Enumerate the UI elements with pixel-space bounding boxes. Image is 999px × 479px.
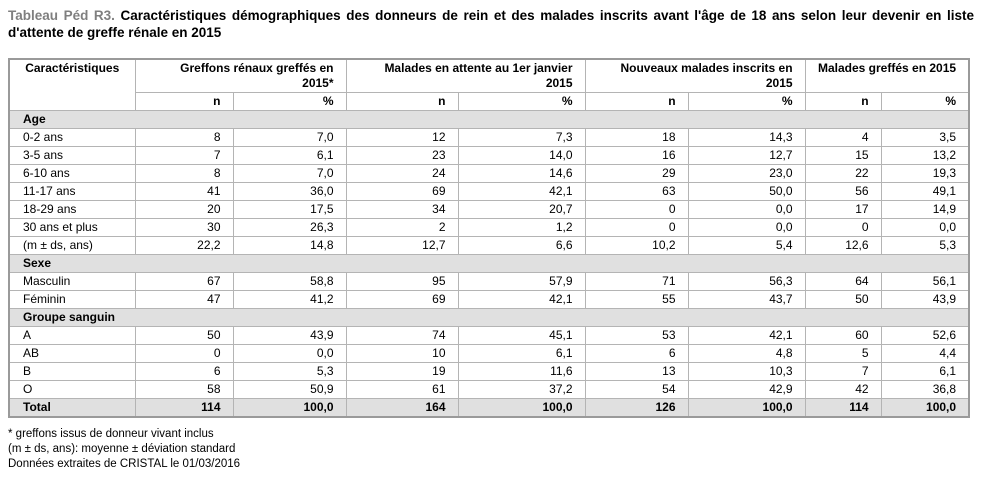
value-cell: 56 [805,183,881,201]
value-cell: 10,3 [688,363,805,381]
value-cell: 74 [346,327,458,345]
value-cell: 10,2 [585,237,688,255]
value-cell: 13,2 [881,147,969,165]
row-label: B [9,363,135,381]
value-cell: 5,4 [688,237,805,255]
value-cell: 4,8 [688,345,805,363]
section-title: Age [9,111,969,129]
table-title-text: Caractéristiques démographiques des donneurs de rein et des malades inscrits avant l'âge de 18 ans selon leur devenir en liste d'attente de greffe rénale en 2015 [8,8,974,40]
value-cell: 5 [805,345,881,363]
value-cell: 53 [585,327,688,345]
value-cell: 58,8 [233,273,346,291]
value-cell: 15 [805,147,881,165]
total-value-cell: 100,0 [458,399,585,418]
value-cell: 42,9 [688,381,805,399]
value-cell: 7 [135,147,233,165]
value-cell: 6,1 [458,345,585,363]
subheader-n: n [585,93,688,111]
value-cell: 29 [585,165,688,183]
value-cell: 14,9 [881,201,969,219]
row-label: AB [9,345,135,363]
value-cell: 2 [346,219,458,237]
value-cell: 14,6 [458,165,585,183]
value-cell: 34 [346,201,458,219]
table-row [9,381,969,399]
value-cell: 20,7 [458,201,585,219]
column-group-attente-1er-janvier: Malades en attente au 1er janvier 2015 [346,59,585,93]
value-cell: 8 [135,129,233,147]
row-label: 3-5 ans [9,147,135,165]
value-cell: 17 [805,201,881,219]
table-row [9,201,969,219]
row-label: 11-17 ans [9,183,135,201]
value-cell: 0 [135,345,233,363]
table-row [9,327,969,345]
value-cell: 54 [585,381,688,399]
total-value-cell: 114 [135,399,233,418]
section-title: Sexe [9,255,969,273]
value-cell: 6 [135,363,233,381]
value-cell: 42,1 [688,327,805,345]
value-cell: 7,0 [233,129,346,147]
value-cell: 56,3 [688,273,805,291]
table-row [9,345,969,363]
value-cell: 55 [585,291,688,309]
value-cell: 45,1 [458,327,585,345]
value-cell: 69 [346,291,458,309]
row-label: A [9,327,135,345]
value-cell: 36,8 [881,381,969,399]
value-cell: 58 [135,381,233,399]
value-cell: 12,7 [346,237,458,255]
value-cell: 52,6 [881,327,969,345]
value-cell: 50,9 [233,381,346,399]
value-cell: 37,2 [458,381,585,399]
subheader-n: n [135,93,233,111]
value-cell: 7,0 [233,165,346,183]
value-cell: 56,1 [881,273,969,291]
value-cell: 0,0 [688,201,805,219]
value-cell: 23,0 [688,165,805,183]
row-label: O [9,381,135,399]
value-cell: 12,7 [688,147,805,165]
value-cell: 12,6 [805,237,881,255]
table-row [9,363,969,381]
demographics-table [8,58,970,418]
row-label: 0-2 ans [9,129,135,147]
subheader-pct: % [458,93,585,111]
value-cell: 36,0 [233,183,346,201]
value-cell: 20 [135,201,233,219]
total-value-cell: 126 [585,399,688,418]
value-cell: 5,3 [881,237,969,255]
value-cell: 23 [346,147,458,165]
value-cell: 6,6 [458,237,585,255]
table-row [9,165,969,183]
value-cell: 50 [805,291,881,309]
value-cell: 69 [346,183,458,201]
value-cell: 50 [135,327,233,345]
value-cell: 4 [805,129,881,147]
table-row [9,129,969,147]
section-header-row [9,111,969,129]
subheader-row [9,93,969,111]
subheader-n: n [805,93,881,111]
subheader-pct: % [881,93,969,111]
table-row [9,291,969,309]
value-cell: 61 [346,381,458,399]
value-cell: 14,0 [458,147,585,165]
total-row [9,399,969,418]
value-cell: 42 [805,381,881,399]
subheader-pct: % [688,93,805,111]
footnotes [8,427,999,472]
total-value-cell: 114 [805,399,881,418]
total-value-cell: 100,0 [881,399,969,418]
value-cell: 22,2 [135,237,233,255]
group-header-row [9,59,969,93]
value-cell: 10 [346,345,458,363]
table-row [9,147,969,165]
row-label: (m ± ds, ans) [9,237,135,255]
value-cell: 67 [135,273,233,291]
table-row [9,183,969,201]
value-cell: 0,0 [881,219,969,237]
section-title: Groupe sanguin [9,309,969,327]
value-cell: 8 [135,165,233,183]
value-cell: 41 [135,183,233,201]
total-value-cell: 100,0 [688,399,805,418]
row-label: 30 ans et plus [9,219,135,237]
column-group-malades-greffes: Malades greffés en 2015 [805,59,969,93]
value-cell: 71 [585,273,688,291]
row-label: Féminin [9,291,135,309]
table-row [9,273,969,291]
row-label: 6-10 ans [9,165,135,183]
value-cell: 19 [346,363,458,381]
total-value-cell: 164 [346,399,458,418]
value-cell: 42,1 [458,183,585,201]
table-body [9,111,969,418]
value-cell: 0 [585,219,688,237]
value-cell: 13 [585,363,688,381]
table-row [9,237,969,255]
value-cell: 64 [805,273,881,291]
value-cell: 41,2 [233,291,346,309]
value-cell: 19,3 [881,165,969,183]
value-cell: 7 [805,363,881,381]
value-cell: 6,1 [881,363,969,381]
footnote-mean-sd: (m ± ds, ans): moyenne ± déviation standard [8,443,236,455]
table-title [8,8,974,41]
value-cell: 0,0 [688,219,805,237]
column-header-caracteristiques: Caractéristiques [9,59,135,111]
total-label: Total [9,399,135,418]
value-cell: 6 [585,345,688,363]
value-cell: 43,9 [881,291,969,309]
value-cell: 0,0 [233,345,346,363]
value-cell: 6,1 [233,147,346,165]
value-cell: 14,8 [233,237,346,255]
value-cell: 63 [585,183,688,201]
table-title-label: Tableau Péd R3. [8,8,115,23]
subheader-pct: % [233,93,346,111]
value-cell: 17,5 [233,201,346,219]
value-cell: 4,4 [881,345,969,363]
value-cell: 47 [135,291,233,309]
row-label: 18-29 ans [9,201,135,219]
footnote-data-source: Données extraites de CRISTAL le 01/03/2016 [8,458,241,470]
report-page [0,8,999,479]
row-label: Masculin [9,273,135,291]
value-cell: 16 [585,147,688,165]
section-header-row [9,255,969,273]
column-group-nouveaux-inscrits: Nouveaux malades inscrits en 2015 [585,59,805,93]
value-cell: 24 [346,165,458,183]
value-cell: 14,3 [688,129,805,147]
value-cell: 3,5 [881,129,969,147]
value-cell: 1,2 [458,219,585,237]
value-cell: 0 [805,219,881,237]
value-cell: 0 [585,201,688,219]
value-cell: 11,6 [458,363,585,381]
value-cell: 43,7 [688,291,805,309]
value-cell: 26,3 [233,219,346,237]
value-cell: 57,9 [458,273,585,291]
value-cell: 7,3 [458,129,585,147]
value-cell: 42,1 [458,291,585,309]
column-group-greffons-2015: Greffons rénaux greffés en 2015* [135,59,346,93]
value-cell: 50,0 [688,183,805,201]
value-cell: 60 [805,327,881,345]
table-row [9,219,969,237]
footnote-living-donor: * greffons issus de donneur vivant inclus [8,428,214,440]
value-cell: 22 [805,165,881,183]
value-cell: 18 [585,129,688,147]
value-cell: 43,9 [233,327,346,345]
value-cell: 95 [346,273,458,291]
value-cell: 5,3 [233,363,346,381]
subheader-n: n [346,93,458,111]
section-header-row [9,309,969,327]
value-cell: 30 [135,219,233,237]
total-value-cell: 100,0 [233,399,346,418]
value-cell: 49,1 [881,183,969,201]
value-cell: 12 [346,129,458,147]
